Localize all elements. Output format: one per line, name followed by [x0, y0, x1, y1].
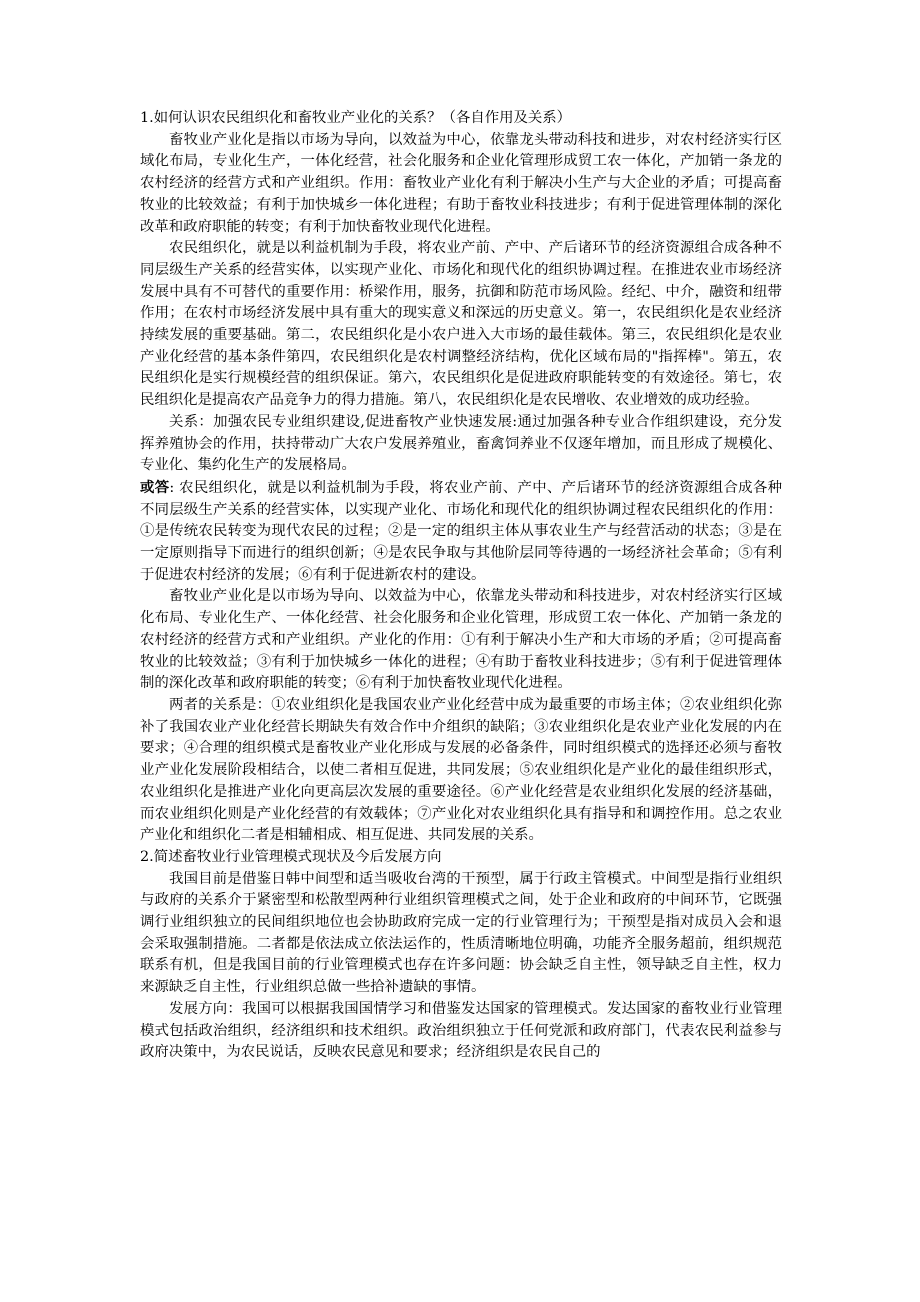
- alternative-answer-label: 或答: [140, 478, 170, 496]
- question-1-title: 1.如何认识农民组织化和畜牧业产业化的关系？（各自作用及关系）: [140, 110, 572, 126]
- paragraph-relationship: 关系：加强农民专业组织建设,促进畜牧产业快速发展:通过加强各种专业合作组织建设，充分发挥养殖协会的作用，扶持带动广大农户发展养殖业，畜禽饲养业不仅逐年增加，而且形成了规模化、专业化、集约化生产的发展格局。: [140, 413, 782, 474]
- paragraph-industrialization-roles: 畜牧业产业化是以市场为导向、以效益为中心，依靠龙头带动和科技进步，对农村经济实行区域化布局、专业化生产、一体化经营、社会化服务和企业化管理，形成贸工农一体化、产加销一条龙的农村经济的经营方式和产业组织。产业化的作用：①有利于解决小生产和大市场的矛盾；②可提高畜牧业的比较效益；③有利于加快城乡一体化的进程；④有助于畜牧业科技进步；⑤有利于促进管理体制的深化改革和政府职能的转变；⑥有利于加快畜牧业现代化进程。: [140, 588, 782, 692]
- paragraph-livestock-industrialization: 畜牧业产业化是指以市场为导向，以效益为中心，依靠龙头带动科技和进步，对农村经济实行区域化布局，专业化生产，一体化经营，社会化服务和企业化管理形成贸工农一体化，产加销一条龙的农村经济的经营方式和产业组织。作用：畜牧业产业化有利于解决小生产与大企业的矛盾；可提高畜牧业的比较效益；有利于加快城乡一体化进程；有助于畜牧业科技进步；有利于促进管理体制的深化改革和政府职能的转变；有利于加快畜牧业现代化进程。: [140, 131, 782, 235]
- document-body: [140, 108, 782, 1064]
- paragraph-management-status: 我国目前是借鉴日韩中间型和适当吸收台湾的干预型，属于行政主管模式。中间型是指行业组织与政府的关系介于紧密型和松散型两种行业组织管理模式之间，处于企业和政府的中间环节，它既强调行业组织独立的民间组织地位也会协助政府完成一定的行业管理行为；干预型是指对成员入会和退会采取强制措施。二者都是依法成立依法运作的，性质清晰地位明确，功能齐全服务超前，组织规范联系有机，但是我国目前的行业管理模式也存在许多问题：协会缺乏自主性，领导缺乏自主性，权力来源缺乏自主性，行业组织总做一些拾补遗缺的事情。: [140, 870, 782, 996]
- paragraph-both-relationship: 两者的关系是：①农业组织化是我国农业产业化经营中成为最重要的市场主体；②农业组织化弥补了我国农业产业化经营长期缺失有效合作中介组织的缺陷；③农业组织化是农业产业化发展的内在要求；④合理的组织模式是畜牧业产业化形成与发展的必备条件，同时组织模式的选择还必须与畜牧业产业化发展阶段相结合，以使二者相互促进，共同发展；⑤农业组织化是产业化的最佳组织形式，农业组织化是推进产业化向更高层次发展的重要途径。⑥产业化经营是农业组织化发展的经济基础，而农业组织化则是产业化经营的有效载体；⑦产业化对农业组织化具有指导和和调控作用。总之农业产业化和组织化二者是相辅相成、相互促进、共同发展的关系。: [140, 696, 782, 844]
- paragraph-development-direction: 发展方向：我国可以根据我国国情学习和借鉴发达国家的管理模式。发达国家的畜牧业行业管理模式包括政治组织，经济组织和技术组织。政治组织独立于任何党派和政府部门，代表农民利益参与政府决策中，为农民说话，反映农民意见和要求；经济组织是农民自己的: [140, 1000, 782, 1061]
- question-2-title: 2.简述畜牧业行业管理模式现状及今后发展方向: [140, 848, 442, 865]
- paragraph-alternative-answer: [140, 477, 782, 587]
- paragraph-farmer-organization: 农民组织化，就是以利益机制为手段，将农业产前、产中、产后诸环节的经济资源组合成各种不同层级生产关系的经营实体，以实现产业化、市场化和现代化的组织协调过程。在推进农业市场经济发展中具有不可替代的重要作用：桥梁作用，服务，抗御和防范市场风险。经纪、中介，融资和纽带作用；在农村市场经济发展中具有重大的现实意义和深远的历史意义。第一，农民组织化是农业经济持续发展的重要基础。第二，农民组织化是小农户进入大市场的最佳载体。第三，农民组织化是农业产业化经营的基本条件第四，农民组织化是农村调整经济结构，优化区域布局的"指挥棒"。第五，农民组织化是实行规模经营的组织保证。第六，农民组织化是促进政府职能转变的有效途径。第七，农民组织化是提高农产品竞争力的得力措施。第八，农民组织化是农民增收、农业增效的成功经验。: [140, 240, 782, 409]
- alternative-answer-text: : 农民组织化，就是以利益机制为手段，将农业产前、产中、产后诸环节的经济资源组合成各种不同层级生产关系的经营实体，以实现产业化、市场化和现代化的组织协调过程农民组织化的作用：①是传统农民转变为现代农民的过程；②是一定的组织主体从事农业生产与经营活动的状态；③是在一定原则指导下而进行的组织创新；④是农民争取与其他阶层同等待遇的一场经济社会革命；⑤有利于促进农村经济的发展；⑥有利于促进新农村的建设。: [140, 479, 782, 583]
